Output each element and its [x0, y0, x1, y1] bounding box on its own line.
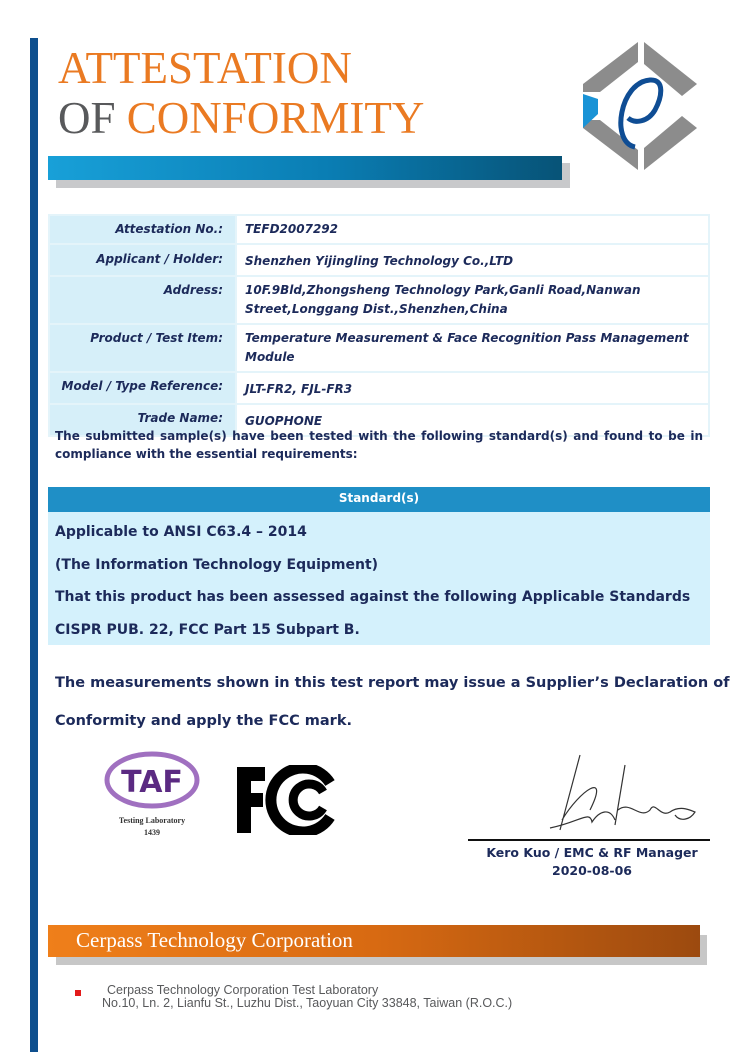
- signature-date: 2020-08-06: [552, 863, 632, 878]
- field-label: Attestation No.:: [49, 215, 236, 244]
- title-line-2: [58, 93, 425, 143]
- field-label: Applicant / Holder:: [49, 244, 236, 276]
- measurement-text-1: The measurements shown in this test report may issue a Supplier’s Declaration of: [55, 675, 730, 691]
- applicant-value: Shenzhen Yijingling Technology Co.,LTD: [236, 244, 709, 276]
- standard-line: (The Information Technology Equipment): [55, 556, 379, 573]
- address-value: 10F.9Bld,Zhongsheng Technology Park,Ganli Road,Nanwan Street,Longgang Dist.,Shenzhen,China: [236, 276, 709, 324]
- fcc-logo-icon: [235, 765, 335, 835]
- table-row: [49, 276, 709, 324]
- header-bar: [48, 156, 562, 180]
- field-label: Trade Name:: [49, 404, 236, 436]
- attestation-info-table: [48, 214, 710, 437]
- taf-caption: Testing Laboratory: [118, 816, 186, 825]
- lab-address: No.10, Ln. 2, Lianfu St., Luzhu Dist., Taoyuan City 33848, Taiwan (R.O.C.): [102, 996, 513, 1010]
- table-row: [49, 372, 709, 404]
- title-conformity: CONFORMITY: [126, 93, 425, 143]
- standards-header: Standard(s): [48, 487, 710, 512]
- bullet-icon: [75, 990, 81, 996]
- signature-image: [520, 750, 710, 840]
- attestation-number: TEFD2007292: [236, 215, 709, 244]
- title-of: OF: [58, 93, 116, 143]
- lab-name: Cerpass Technology Corporation Test Laboratory: [107, 983, 379, 997]
- svg-text:TAF: TAF: [121, 765, 183, 800]
- standard-line: CISPR PUB. 22, FCC Part 15 Subpart B.: [55, 621, 360, 638]
- model-value: JLT-FR2, FJL-FR3: [236, 372, 709, 404]
- trade-name-value: GUOPHONE: [236, 404, 709, 436]
- company-banner: Cerpass Technology Corporation: [48, 925, 700, 957]
- standard-line: Applicable to ANSI C63.4 – 2014: [55, 524, 307, 540]
- measurement-text-2: Conformity and apply the FCC mark.: [55, 713, 352, 729]
- taf-number: 1439: [144, 828, 160, 837]
- field-label: Model / Type Reference:: [49, 372, 236, 404]
- field-label: Product / Test Item:: [49, 324, 236, 372]
- product-value: Temperature Measurement & Face Recognition Pass Management Module: [236, 324, 709, 372]
- table-row: [49, 324, 709, 372]
- compliance-statement: The submitted sample(s) have been tested with the following standard(s) and found to be in compliance with the essential requirements:: [55, 429, 703, 461]
- field-label: Address:: [49, 276, 236, 324]
- table-row: [49, 215, 709, 244]
- signature-line: [468, 839, 710, 841]
- signatory-name: Kero Kuo / EMC & RF Manager: [486, 845, 698, 860]
- taf-logo: [102, 750, 202, 840]
- title-line-1: ATTESTATION: [58, 43, 352, 93]
- left-accent-bar: [30, 38, 38, 1052]
- cerpass-logo-icon: [580, 42, 700, 170]
- table-row: [49, 244, 709, 276]
- standard-line: That this product has been assessed against the following Applicable Standards: [55, 589, 691, 605]
- taf-emblem-icon: [102, 750, 202, 812]
- standards-body: [48, 512, 710, 645]
